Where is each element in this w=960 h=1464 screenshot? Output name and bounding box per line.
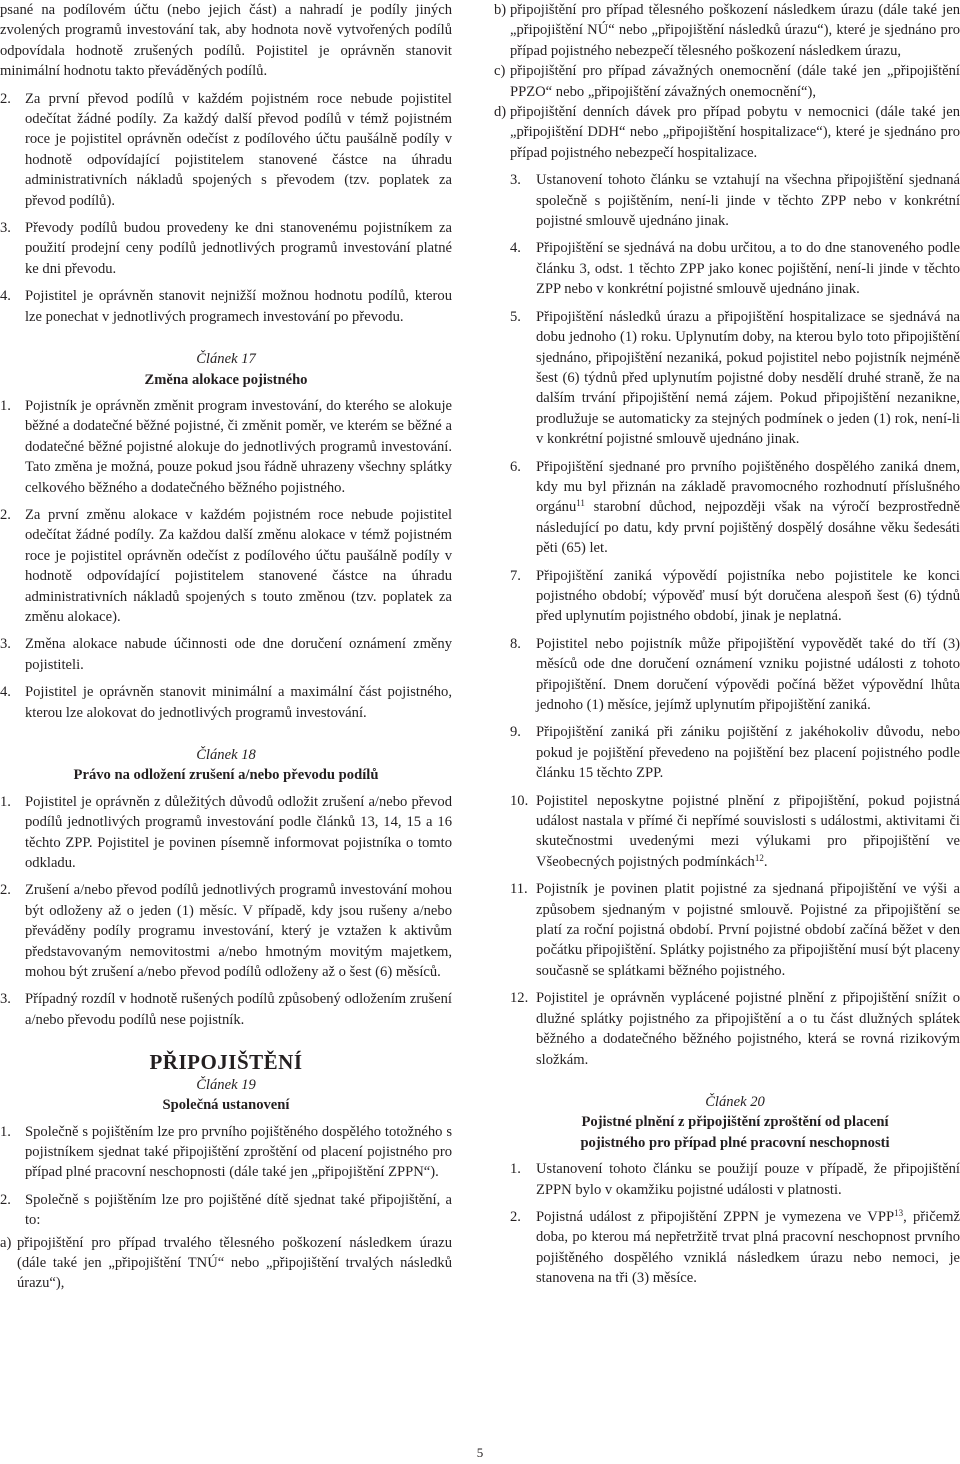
list-item: 3. Případný rozdíl v hodnotě rušených podílů způsobený odložením zrušení a/nebo převodu podílů nese pojistník. [0, 991, 452, 1028]
list-item: 1. Pojistitel je oprávněn z důležitých důvodů odložit zrušení a/nebo převod podílů jednotlivých programů investování podle článků 13, 14, 15 a 16 těchto ZPP. Pojistitel je povinen písemně informovat pojistníka o tomto odkladu. [0, 793, 452, 872]
article-title: Změna alokace pojistného [144, 371, 308, 388]
article-label: Článek 18 [196, 747, 256, 763]
section-heading: PŘIPOJIŠTĚNÍ [149, 1050, 303, 1075]
list-item: 1. Pojistník je oprávněn změnit program investování, do kterého se alokuje běžné a dodatečné běžné pojistné, či změnit poměr, ve kterém se běžné a dodatečné běžné pojistné alokuje do jednotlivých programů investování. Tato změna je možná, pouze pokud jsou řádně uhrazeny všechny splátky celkového běžného a dodatečného běžného pojistného. [0, 397, 452, 496]
sub-list-item: d) připojištění denních dávek pro případ pobytu v nemocnici (dále také jen „připojištění DDH“ nebo „připojištění hospitalizace“), které je sjednáno pro případ pojistného nebezpečí hospitalizace. [494, 104, 960, 161]
list-item: 12. Pojistitel je oprávněn vyplácené pojistné plnění z připojištění snížit o dlužné splátky pojistného za připojištění a o tu část dlužných splátek běžného a dodatečného běžného pojistného, která se rovná rizikovým složkám. [510, 990, 960, 1068]
article-title: Společná ustanovení [162, 1097, 290, 1114]
sub-list-item: a) připojištění pro případ trvalého tělesného poškození následkem úrazu (dále také jen „připojištění TNÚ“ nebo „připojištění trvalých následků úrazu“), [0, 1234, 452, 1292]
footnote-ref: 11 [576, 498, 585, 509]
article-label: Článek 20 [705, 1093, 765, 1110]
left-column [0, 0, 452, 1294]
list-item: 3. Změna alokace nabude účinnosti ode dne doručení oznámení změny pojistiteli. [0, 636, 452, 673]
footnote-ref: 13 [894, 1207, 904, 1218]
list-item: 7. Připojištění zaniká výpovědí pojistníka nebo pojistitele ke konci pojistného období; výpověď musí být doručena alespoň šest (6) týdnů před uplynutím pojistného období, jinak je neplatná. [510, 567, 960, 625]
list-item: 4. Pojistitel je oprávněn stanovit nejnižší možnou hodnotu podílů, kterou lze ponechat v jednotlivých programech investování po převodu. [0, 288, 452, 325]
list-item: 11. Pojistník je povinen platit pojistné za sjednaná připojištění ve výši a způsobem sjednaným v pojistné smlouvě. Pojistné za připojištění se platí za roční pojistná období. První pojistné období začíná běžet v den počátku připojištění. Splátky pojistného za připojištění musí být placeny současně se splátkami běžného pojistného. [510, 881, 960, 979]
list-item: 4. Připojištění se sjednává na dobu určitou, a to do dne stanoveného podle článku 3, odst. 1 těchto ZPP jako konec pojištění, není-li jinde v těchto ZPP nebo v konkrétní pojistné smlouvě ujednáno jinak. [510, 240, 960, 298]
list-item: 3. Převody podílů budou provedeny ke dni stanovenému pojistníkem za použití prodejní ceny podílů jednotlivých programů investování platné ke dni převodu. [0, 220, 452, 277]
list-item: 9. Připojištění zaniká při zániku pojištění z jakéhokoliv důvodu, nebo pokud je pojištění převedeno na pojištění bez placení pojistného podle článku 15 těchto ZPP. [510, 724, 960, 782]
list-item: 1. Společně s pojištěním lze pro prvního pojištěného dospělého totožného s pojistníkem sjednat také připojištění zproštění od placení pojistného pro případ plné pracovní neschopnosti (dále také jen „připojištění ZPPN“). [0, 1123, 452, 1181]
list-item: 5. Připojištění následků úrazu a připojištění hospitalizace se sjednává na dobu jednoho (1) roku. Uplynutím doby, na kterou bylo toto připojištění sjednáno, připojištění nezaniká, pokud pojistitel nebo pojistník nejméně šest (6) týdnů před uplynutím pojistné doby nesdělí druhé straně, že na dalším trvání připojištění nemá zájem. Pokud připojištění nezanikne, prodlužuje se automaticky za stejných podmínek o jeden (1) rok, není-li v konkrétní pojistné smlouvě ujednáno jinak. [510, 308, 960, 448]
list-item: 4. Pojistitel je oprávněn stanovit minimální a maximální část pojistného, kterou lze alokovat do jednotlivých programů investování. [0, 684, 452, 721]
article-title: Pojistné plnění z připojištění zproštění od placení pojistného pro případ plné pracovní neschopnosti [580, 1114, 890, 1151]
list-item: 2. Za první změnu alokace v každém pojistném roce nebude pojistitel odečítat žádné podíly. Za každou další změnu alokace v témž pojistném roce je pojistitel oprávněn odečíst z podílového účtu paušálně podíly v hodnotě odpovídající pojistitelem stanovené částce na úhradu administrativních nákladů spojených s touto změnou (tzv. poplatek za změnu alokace). [0, 506, 452, 625]
list-item: 10. Pojistitel neposkytne pojistné plnění z připojištění, pokud pojistná událost nastala v přímé či nepřímé souvislosti s událostmi, aktivitami či skutečnostmi uvedenými mezi výlukami pro připojištění ve Všeobecných pojistných podmínkách$^{12}$. [510, 792, 960, 870]
list-item: 8. Pojistitel nebo pojistník může připojištění vypovědět také do tří (3) měsíců ode dne doručení oznámení vzniku pojistné události z tohoto připojištění. Dnem doručení výpovědi počíná běžet výpovědní lhůta jednoho (1) měsíce, jejímž uplynutím připojištění zaniká. [510, 635, 960, 713]
list-item: 3. Ustanovení tohoto článku se vztahují na všechna připojištění sjednaná společně s pojištěním, není-li jinde v těchto ZPP nebo v konkrétní pojistné smlouvě ujednáno jinak. [510, 172, 960, 230]
list-item: 2. Zrušení a/nebo převod podílů jednotlivých programů investování mohou být odloženy až o jeden (1) měsíc. V případě, kdy jsou rušeny a/nebo převáděny podíly programu investování, který je vztažen k aktivům představovaným nemovitostmi a/nebo hmotným movitým majetkem, mohou být zrušení a/nebo převod podílů odloženy až o šest (6) měsíců. [0, 882, 452, 981]
list-item: 2. Za první převod podílů v každém pojistném roce nebude pojistitel odečítat žádné podíly. Za každý další převod podílů v témž pojistném roce je pojistitel oprávněn odečíst z podílového účtu paušálně podíly v hodnotě odpovídající pojistitelem stanovené částce na úhradu administrativních nákladů spojených s převodem (tzv. poplatek za převod podílů). [0, 90, 452, 209]
list-item: 2. Společně s pojištěním lze pro pojištěné dítě sjednat také připojištění, a to: [0, 1191, 452, 1229]
article-label: Článek 17 [196, 351, 256, 368]
list-item: 6. Připojištění sjednané pro prvního pojištěného dospělého zaniká dnem, kdy mu byl přiznán na základě pravomocného rozhodnutí příslušného orgánu$^{11}$ starobní důchod, nejpozději však na výročí bezprostředně následující po datu, kdy první pojištěný dospělý dosáhne věku šedesáti pěti (65) let. [510, 458, 960, 557]
list-item: 1. Ustanovení tohoto článku se použijí pouze v případě, že připojištění ZPPN bylo v okamžiku pojistné události v platnosti. [510, 1161, 960, 1198]
article-label: Článek 19 [196, 1076, 256, 1093]
page-number: 5 [476, 1445, 484, 1460]
footnote-ref: 12 [754, 852, 764, 863]
right-column [494, 0, 960, 1296]
intro-paragraph: psané na podílovém účtu (nebo jejich část) a nahradí je podíly jiných zvolených programů investování tak, aby hodnota nově vytvořených podílů odpovídala hodnotě zrušených podílů. Pojistitel je oprávněn stanovit minimální hodnotu takto převáděných podílů. [0, 2, 452, 80]
sub-list-item: b) připojištění pro případ tělesného poškození následkem úrazu (dále také jen „připojištění NÚ“ nebo „připojištění následků úrazu“), které je sjednáno pro případ pojistného nebezpečí tělesného poškození následkem úrazu, [494, 2, 960, 59]
sub-list-item: c) připojištění pro případ závažných onemocnění (dále také jen „připojištění PPZO“ nebo „připojištění závažných onemocnění“), [494, 63, 960, 100]
list-item: 2. Pojistná událost z připojištění ZPPN je vymezena ve VPP$^{13}$, přičemž doba, po kterou má nepřetržitě trvat plná pracovní neschopnost prvního pojištěného dospělého vzniklá následkem úrazu nebo nemoci, je stanovena na tři (3) měsíce. [510, 1207, 960, 1287]
article-title: Právo na odložení zrušení a/nebo převodu podílů [73, 767, 379, 784]
